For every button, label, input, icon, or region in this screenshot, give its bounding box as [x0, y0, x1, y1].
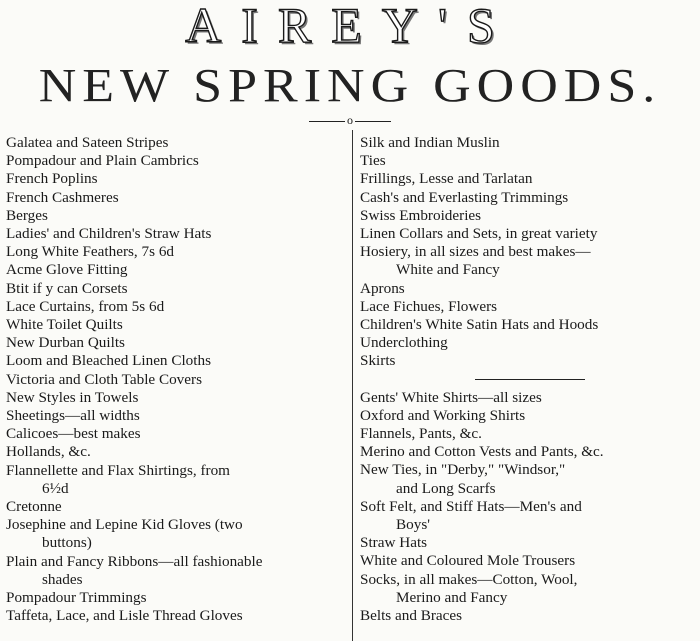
list-item: French Poplins: [6, 170, 98, 188]
title-airey: AIREY'S: [185, 0, 515, 53]
list-item: Linen Collars and Sets, in great variety: [360, 225, 598, 243]
list-item: Belts and Braces: [360, 607, 463, 625]
list-item: French Cashmeres: [6, 188, 119, 206]
divider-line-right: [355, 121, 391, 122]
right-column: [360, 134, 698, 625]
list-item: Cash's and Everlasting Trimmings: [360, 188, 569, 206]
list-item: Lace Curtains, from 5s 6d: [6, 297, 165, 315]
list-item: Hosiery, in all sizes and best makes—: [360, 243, 591, 261]
list-item: Acme Glove Fitting: [6, 261, 128, 279]
list-item: Frillings, Lesse and Tarlatan: [360, 170, 533, 188]
list-item: Sheetings—all widths: [6, 407, 140, 425]
list-item: Plain and Fancy Ribbons—all fashionable: [6, 552, 263, 570]
list-item-continuation: buttons): [42, 534, 92, 552]
list-item: Taffeta, Lace, and Lisle Thread Gloves: [6, 607, 243, 625]
list-item-continuation: 6½d: [42, 479, 69, 497]
list-item: Long White Feathers, 7s 6d: [6, 243, 175, 261]
list-item: Lace Fichues, Flowers: [360, 297, 498, 315]
list-item-continuation: Boys': [396, 516, 430, 534]
list-item: Straw Hats: [360, 534, 428, 552]
list-item: Calicoes—best makes: [6, 425, 141, 443]
list-item: New Styles in Towels: [6, 388, 139, 406]
list-item: Ladies' and Children's Straw Hats: [6, 225, 212, 243]
list-item: Galatea and Sateen Stripes: [6, 134, 169, 151]
list-item: Josephine and Lepine Kid Gloves (two: [6, 516, 243, 534]
divider-line-left: [309, 121, 345, 122]
list-item: Skirts: [360, 352, 396, 370]
list-item: Merino and Cotton Vests and Pants, &c.: [360, 443, 604, 461]
list-item: White and Coloured Mole Trousers: [360, 552, 576, 570]
section-separator: [475, 379, 585, 381]
title-new-spring-goods: NEW SPRING GOODS.: [38, 60, 662, 113]
list-item: Gents' White Shirts—all sizes: [360, 388, 542, 406]
list-item-continuation: Merino and Fancy: [396, 588, 508, 606]
list-item: Soft Felt, and Stiff Hats—Men's and: [360, 497, 582, 515]
list-item: Berges: [6, 206, 48, 224]
list-item: Oxford and Working Shirts: [360, 406, 526, 424]
list-item: Victoria and Cloth Table Covers: [6, 370, 202, 388]
list-item: Underclothing: [360, 334, 448, 352]
list-item-continuation: White and Fancy: [396, 261, 500, 279]
left-column: [6, 134, 346, 625]
list-item: Aprons: [360, 279, 405, 297]
list-item: Swiss Embroideries: [360, 206, 482, 224]
list-item: Hollands, &c.: [6, 443, 91, 461]
ornamental-divider: [0, 113, 700, 127]
list-item: Cretonne: [6, 498, 62, 516]
list-item: Pompadour and Plain Cambrics: [6, 152, 199, 170]
list-item-continuation: and Long Scarfs: [396, 479, 496, 497]
list-item: Pompadour Trimmings: [6, 589, 147, 607]
list-item: Flannels, Pants, &c.: [360, 425, 482, 443]
list-item: Loom and Bleached Linen Cloths: [6, 352, 211, 370]
list-item: Btit if y can Corsets: [6, 279, 128, 297]
list-item: Socks, in all makes—Cotton, Wool,: [360, 570, 578, 588]
divider-mark: o: [347, 113, 353, 127]
column-rule: [352, 130, 353, 641]
list-item: New Durban Quilts: [6, 334, 125, 352]
list-item: White Toilet Quilts: [6, 316, 123, 334]
list-item: Silk and Indian Muslin: [360, 134, 500, 151]
list-item: Flannellette and Flax Shirtings, from: [6, 461, 230, 479]
list-item: New Ties, in "Derby," "Windsor,": [360, 461, 566, 479]
list-item-continuation: shades: [42, 570, 83, 588]
list-item: Ties: [360, 152, 386, 170]
list-item: Children's White Satin Hats and Hoods: [360, 316, 599, 334]
